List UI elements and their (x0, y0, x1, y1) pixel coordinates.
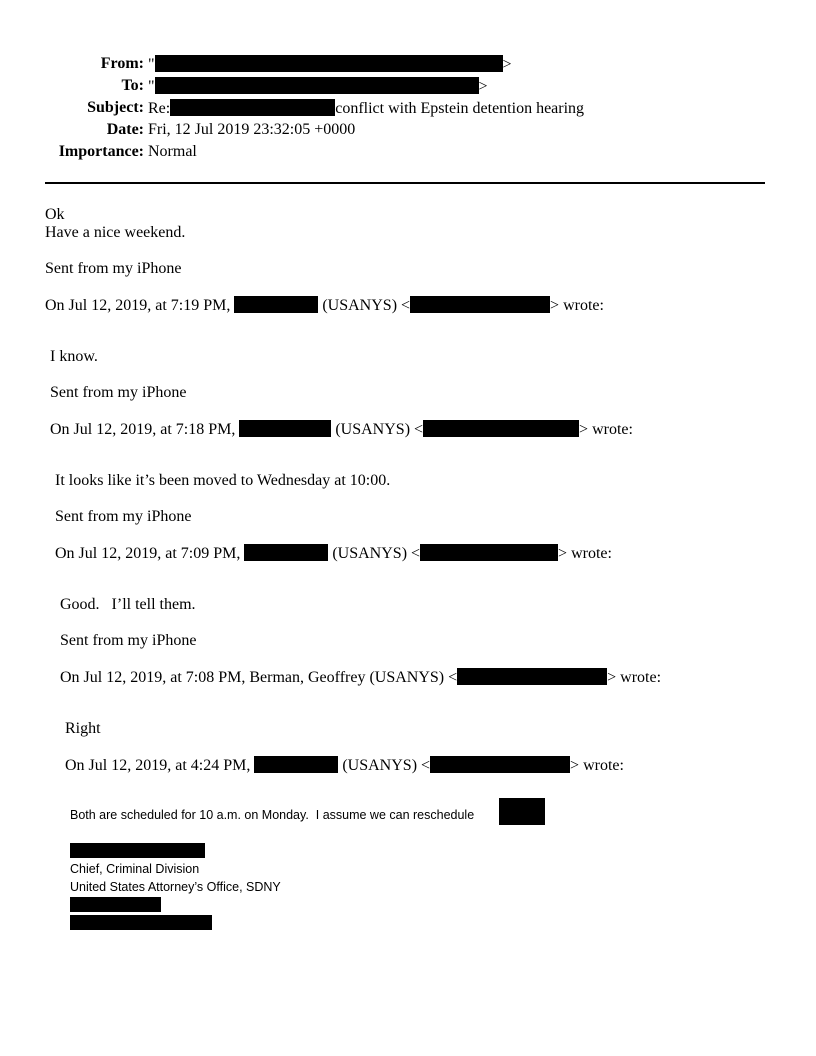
attribution-text: On Jul 12, 2019, at 7:09 PM, (55, 545, 241, 562)
subject-value (148, 99, 584, 118)
redaction-block (410, 296, 550, 313)
quoted-message: Right (65, 720, 101, 737)
reply-line-ok: Ok (45, 206, 65, 223)
to-quote: " (148, 78, 155, 95)
attribution-text: (USANYS) < (322, 297, 411, 314)
attribution-text: (USANYS) < (335, 421, 424, 438)
sent-from-iphone: Sent from my iPhone (45, 260, 182, 277)
signature-title: Chief, Criminal Division (70, 862, 200, 876)
sent-from-iphone: Sent from my iPhone (55, 508, 192, 525)
subject-label: Subject: (87, 99, 144, 116)
redaction-block (70, 897, 161, 912)
redaction-block (70, 843, 205, 858)
subject-text: conflict with Epstein detention hearing (335, 100, 585, 117)
attribution-text: On Jul 12, 2019, at 7:08 PM, Berman, Geoffrey (USANYS) < (60, 669, 458, 686)
reply-line-weekend: Have a nice weekend. (45, 224, 186, 241)
header-divider (45, 182, 765, 184)
quoted-message: Good. I’ll tell them. (60, 596, 196, 613)
to-value (148, 77, 488, 96)
attribution-text: > wrote: (558, 545, 612, 562)
redaction-block (239, 420, 331, 437)
quoted-message-text: Both are scheduled for 10 a.m. on Monday. I assume we can reschedule (70, 808, 475, 822)
subject-prefix: Re: (148, 100, 171, 117)
redaction-block (254, 756, 338, 773)
attribution-text: > wrote: (579, 421, 633, 438)
sent-from-iphone: Sent from my iPhone (60, 632, 197, 649)
to-label: To: (121, 77, 144, 94)
quoted-message: It looks like it’s been moved to Wednesday at 10:00. (55, 472, 391, 489)
attribution-line (55, 544, 612, 563)
redaction-block (244, 544, 328, 561)
redaction-block (155, 77, 479, 94)
attribution-text: > wrote: (607, 669, 662, 686)
signature-office: United States Attorney’s Office, SDNY (70, 880, 281, 894)
from-quote: " (148, 56, 155, 73)
from-suffix: > (502, 56, 512, 73)
redaction-block (234, 296, 318, 313)
redaction-block (430, 756, 570, 773)
attribution-line (50, 420, 633, 439)
attribution-text: On Jul 12, 2019, at 4:24 PM, (65, 757, 251, 774)
attribution-text: On Jul 12, 2019, at 7:19 PM, (45, 297, 231, 314)
attribution-line (45, 296, 604, 315)
attribution-text: (USANYS) < (342, 757, 431, 774)
attribution-text: On Jul 12, 2019, at 7:18 PM, (50, 421, 236, 438)
redaction-block (423, 420, 579, 437)
quoted-message: I know. (50, 348, 98, 365)
to-suffix: > (478, 78, 488, 95)
redaction-block (499, 798, 545, 825)
date-label: Date: (106, 121, 144, 138)
redaction-block (155, 55, 503, 72)
attribution-text: > wrote: (570, 757, 624, 774)
from-value (148, 55, 512, 74)
attribution-text: (USANYS) < (332, 545, 421, 562)
attribution-line (60, 668, 661, 687)
attribution-text: > wrote: (550, 297, 604, 314)
importance-label: Importance: (58, 143, 144, 160)
redaction-block (420, 544, 558, 561)
redaction-block (170, 99, 335, 116)
redaction-block (70, 915, 212, 930)
sent-from-iphone: Sent from my iPhone (50, 384, 187, 401)
quoted-message (70, 806, 474, 824)
redaction-block (457, 668, 607, 685)
attribution-line (65, 756, 624, 775)
importance-value: Normal (148, 143, 197, 160)
from-label: From: (100, 55, 144, 72)
date-value: Fri, 12 Jul 2019 23:32:05 +0000 (148, 121, 356, 138)
